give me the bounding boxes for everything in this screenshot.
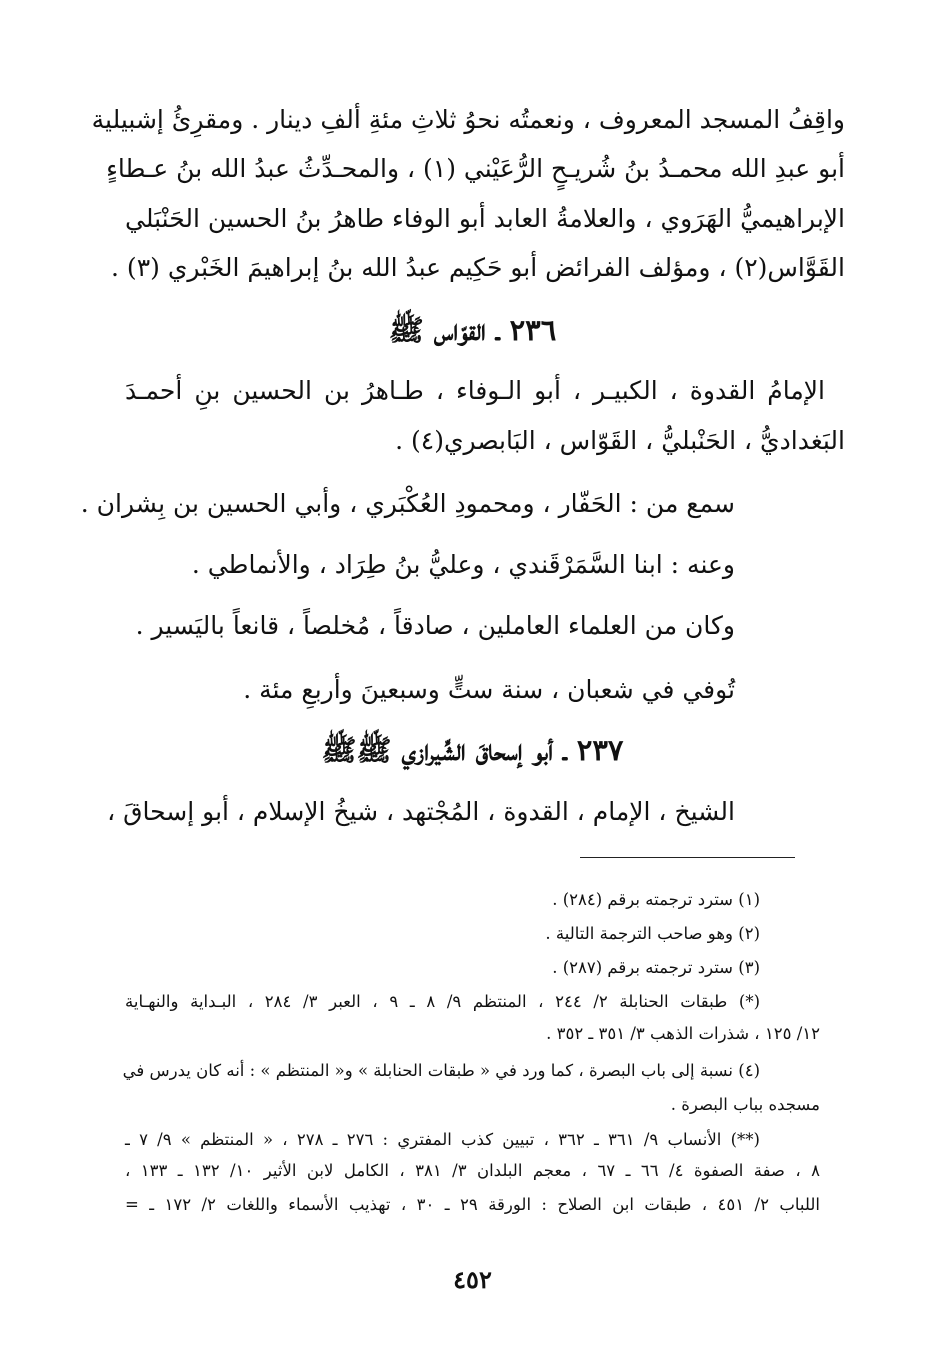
body-line-3: الإبراهيميُّ الهَرَوي ، والعلامةُ العابد أبو الوفاء طاهرُ بنُ الحسين الحَنْبَلي bbox=[125, 204, 845, 233]
entry-237-heading: ٢٣٧ ـ أبو إسحاقَ الشِّيرازي ﷺﷺ bbox=[321, 733, 624, 767]
footnote-star-line-1: (*) طبقات الحنابلة ٢/ ٢٤٤ ، المنتظم ٩/ ٨ ـ ٩ ، العبر ٣/ ٢٨٤ ، البـداية والنهـاية bbox=[125, 992, 761, 1011]
entry-237-line-1: الشيخ ، الإمام ، القدوة ، المُجْتهد ، شيخُ الإسلام ، أبو إسحاقَ ، bbox=[107, 797, 735, 826]
footnote-4-line-1: (٤) نسبة إلى باب البصرة ، كما ورد في « طبقات الحنابلة » و« المنتظم » : أنه كان يدرس في bbox=[122, 1061, 760, 1080]
footnote-dstar-line-2: ٨ ، صفة الصفوة ٤/ ٦٦ ـ ٦٧ ، معجم البلدان ٣/ ٣٨١ ، الكامل لابن الأثير ١٠/ ١٣٢ ـ ١٣٣ ، bbox=[125, 1161, 820, 1180]
page-number: ٤٥٢ bbox=[453, 1265, 492, 1294]
footnote-dstar-line-3: اللباب ٢/ ٤٥١ ، طبقات ابن الصلاح : الورقة ٢٩ ـ ٣٠ ، تهذيب الأسماء واللغات ٢/ ١٧٢ ـ = bbox=[125, 1195, 820, 1214]
footnote-star-line-2: ١٢/ ١٢٥ ، شذرات الذهب ٣/ ٣٥١ ـ ٣٥٢ . bbox=[546, 1024, 820, 1043]
footnote-4-line-2: مسجده بباب البصرة . bbox=[670, 1095, 820, 1114]
footnote-3: (٣) سترد ترجمته برقم (٢٨٧) . bbox=[552, 958, 760, 977]
entry-236-line-6: تُوفي في شعبان ، سنة ستٍّ وسبعينَ وأربعِ مئة . bbox=[243, 675, 735, 704]
entry-236-line-3: سمع من : الحَفّار ، ومحمودِ العُكْبَري ، وأبي الحسين بن بِشران . bbox=[80, 489, 735, 518]
footnote-dstar-line-1: (**) الأنساب ٩/ ٣٦١ ـ ٣٦٢ ، تبيين كذب المفتري : ٢٧٦ ـ ٢٧٨ ، « المنتظم » ٩/ ٧ ـ bbox=[125, 1130, 760, 1149]
entry-236-line-4: وعنه : ابنا السَّمَرْقَندي ، وعليُّ بنُ طِرَاد ، والأنماطي . bbox=[191, 550, 735, 579]
footnote-separator bbox=[580, 857, 795, 858]
entry-236-line-5: وكان من العلماء العاملين ، صادقاً ، مُخلصاً ، قانعاً باليَسير . bbox=[135, 611, 735, 640]
body-line-4: القَوَّاس(٢) ، ومؤلف الفرائض أبو حَكِيم عبدُ الله بنُ إبراهيمَ الخَبْري (٣) . bbox=[111, 253, 845, 282]
body-line-1: واقِفُ المسجد المعروف ، ونعمتُه نحوُ ثلاثِ مئةِ ألفِ دينار . ومقرِئُ إشبيلية bbox=[91, 105, 845, 134]
entry-236-line-1: الإمامُ القدوة ، الكبيـر ، أبو الـوفاء ، طـاهرُ بن الحسين بنِ أحمـدَ bbox=[125, 376, 825, 405]
entry-236-heading: ٢٣٦ ـ القوّاس ﷺ bbox=[388, 313, 557, 347]
entry-236-line-2: البَغداديُّ ، الحَنْبليُّ ، القَوّاس ، البَابصري(٤) . bbox=[395, 426, 845, 455]
body-line-2: أبو عبدِ الله محمـدُ بنُ شُريـحٍ الرُّعَيْني (١) ، والمحـدِّثُ عبدُ الله بنُ عـطاءٍ bbox=[106, 154, 845, 183]
footnote-1: (١) سترد ترجمته برقم (٢٨٤) . bbox=[552, 890, 760, 909]
footnote-2: (٢) وهو صاحب الترجمة التالية . bbox=[545, 924, 760, 943]
